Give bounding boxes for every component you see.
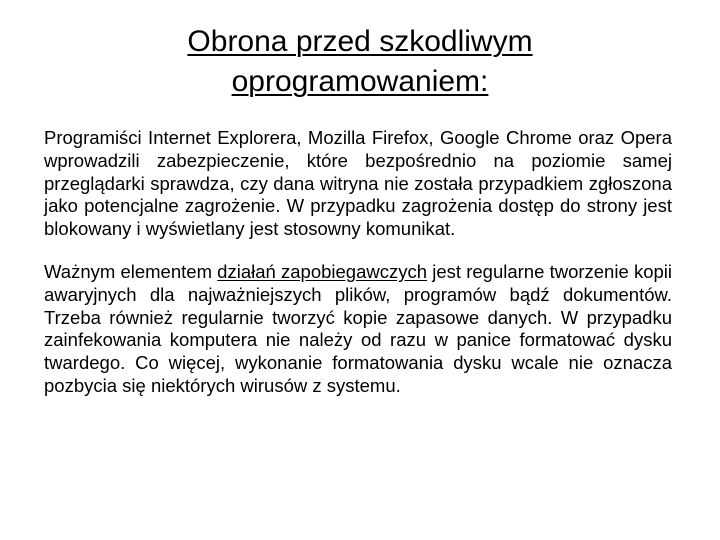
slide-body: [44, 127, 672, 398]
paragraph-backups: [44, 261, 672, 398]
title-line-2: oprogramowaniem:: [231, 65, 489, 98]
paragraph-2-rest: jest regularne tworzenie kopii awaryjnych dla najważniejszych plików, programów bądź dokumentów. Trzeba również regularnie tworzyć kopie zapasowe danych. W przypadku zainfekowania komputera nie należy od razu w panice formatować dysku twardego. Co więcej, wykonanie formatowania dysku wcale nie oznacza pozbycia się niektórych wirusów z systemu.: [44, 260, 672, 396]
paragraph-2-lead: Ważnym elementem: [44, 260, 218, 282]
paragraph-browser-protection: Programiści Internet Explorera, Mozilla Firefox, Google Chrome oraz Opera wprowadzili zabezpieczenie, które bezpośrednio na poziomie samej przeglądarki sprawdza, czy dana witryna nie została przypadkiem zgłoszona jako potencjalne zagrożenie. W przypadku zagrożenia dostęp do strony jest blokowany i wyświetlany jest stosowny komunikat.: [44, 127, 672, 240]
preventive-actions-highlight: działań zapobiegawczych: [217, 260, 428, 282]
slide-title: [100, 22, 620, 102]
title-line-1: Obrona przed szkodliwym: [187, 25, 533, 58]
